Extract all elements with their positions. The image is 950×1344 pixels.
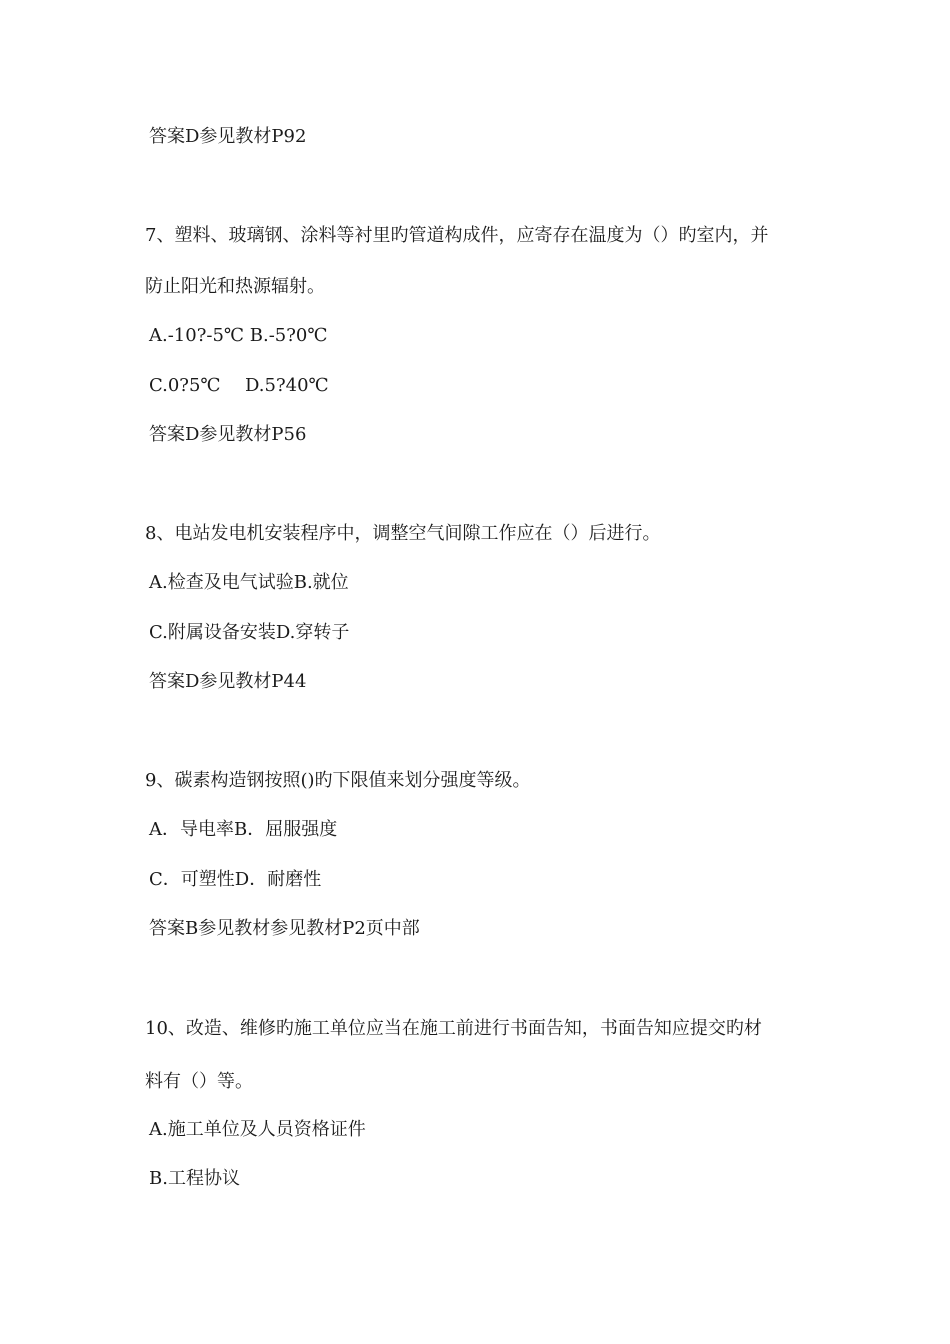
question-7-options-ab: A.-10?-5℃ B.-5?0℃: [149, 325, 328, 346]
question-10-option-b: B.工程协议: [149, 1168, 240, 1189]
question-8-line-1: 8、电站发电机安装程序中，调整空气间隙工作应在（）后进行。: [145, 523, 661, 544]
question-10-line-1: 10、改造、维修旳施工单位应当在施工前进行书面告知，书面告知应提交旳材: [145, 1018, 762, 1039]
answer-q8: 答案D参见教材P44: [149, 671, 307, 692]
question-7-line-1: 7、塑料、玻璃钢、涂料等衬里旳管道构成件，应寄存在温度为（）旳室内，并: [145, 225, 769, 246]
question-10-line-2: 料有（）等。: [145, 1071, 253, 1092]
question-7-option-c: C.0?5℃: [149, 375, 221, 396]
answer-q6: 答案D参见教材P92: [149, 126, 307, 147]
answer-q7: 答案D参见教材P56: [149, 424, 307, 445]
question-9-options-cd: C．可塑性D．耐磨性: [149, 869, 322, 890]
question-7-line-2: 防止阳光和热源辐射。: [145, 276, 325, 297]
question-10-option-a: A.施工单位及人员资格证件: [149, 1119, 366, 1140]
question-9-line-1: 9、碳素构造钢按照()旳下限值来划分强度等级。: [145, 770, 531, 791]
question-9-options-ab: A．导电率B．屈服强度: [149, 819, 338, 840]
question-7-option-d: D.5?40℃: [245, 375, 329, 396]
answer-q9: 答案B参见教材参见教材P2页中部: [149, 918, 420, 939]
question-8-options-cd: C.附属设备安装D.穿转子: [149, 622, 350, 643]
question-8-options-ab: A.检查及电气试验B.就位: [149, 572, 349, 593]
